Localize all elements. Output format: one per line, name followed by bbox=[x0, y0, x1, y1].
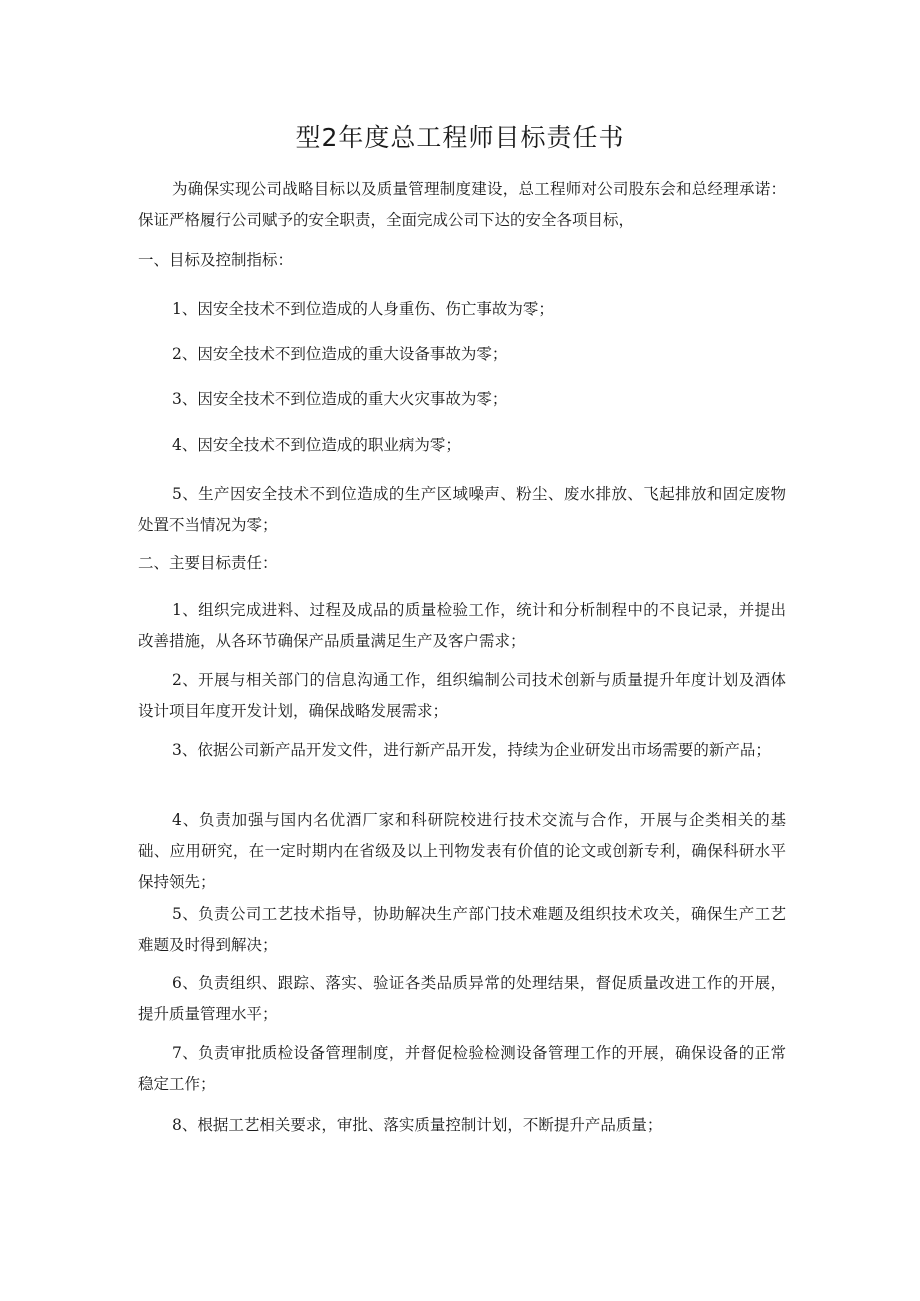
duty-item-1: 1、组织完成进料、过程及成品的质量检验工作，统计和分析制程中的不良记录，并提出改善措施，从各环节确保产品质量满足生产及客户需求； bbox=[138, 601, 786, 650]
duty-item-3: 3、依据公司新产品开发文件，进行新产品开发，持续为企业研发出市场需要的新产品； bbox=[172, 741, 771, 759]
duty-item-2: 2、开展与相关部门的信息沟通工作，组织编制公司技术创新与质量提升年度计划及酒体设计项目年度开发计划，确保战略发展需求； bbox=[138, 671, 786, 720]
target-item-2: 2、因安全技术不到位造成的重大设备事故为零； bbox=[172, 345, 508, 363]
duty-item-5: 5、负责公司工艺技术指导，协助解决生产部门技术难题及组织技术攻关，确保生产工艺难题及时得到解决； bbox=[138, 905, 786, 954]
intro-paragraph: 为确保实现公司战略目标以及质量管理制度建设，总工程师对公司股东会和总经理承诺：保证严格履行公司赋予的安全职责，全面完成公司下达的安全各项目标， bbox=[138, 180, 786, 229]
document-title: 型2年度总工程师目标责任书 bbox=[295, 123, 625, 152]
duty-item-7: 7、负责审批质检设备管理制度，并督促检验检测设备管理工作的开展，确保设备的正常稳定工作； bbox=[138, 1044, 786, 1093]
target-item-4: 4、因安全技术不到位造成的职业病为零； bbox=[172, 436, 461, 454]
target-item-1: 1、因安全技术不到位造成的人身重伤、伤亡事故为零； bbox=[172, 300, 554, 318]
duty-item-8: 8、根据工艺相关要求，审批、落实质量控制计划，不断提升产品质量； bbox=[172, 1116, 663, 1134]
duty-item-6: 6、负责组织、跟踪、落实、验证各类品质异常的处理结果，督促质量改进工作的开展，提升质量管理水平； bbox=[138, 974, 786, 1023]
target-item-5: 5、生产因安全技术不到位造成的生产区域噪声、粉尘、废水排放、飞起排放和固定废物处置不当情况为零； bbox=[138, 485, 786, 534]
duty-item-4: 4、负责加强与国内名优酒厂家和科研院校进行技术交流与合作，开展与企类相关的基础、应用研究，在一定时期内在省级及以上刊物发表有价值的论文或创新专利，确保科研水平保持领先； bbox=[138, 811, 786, 891]
target-item-3: 3、因安全技术不到位造成的重大火灾事故为零； bbox=[172, 390, 508, 408]
section1-heading: 一、目标及控制指标： bbox=[138, 251, 294, 269]
section2-heading: 二、主要目标责任： bbox=[138, 554, 278, 572]
